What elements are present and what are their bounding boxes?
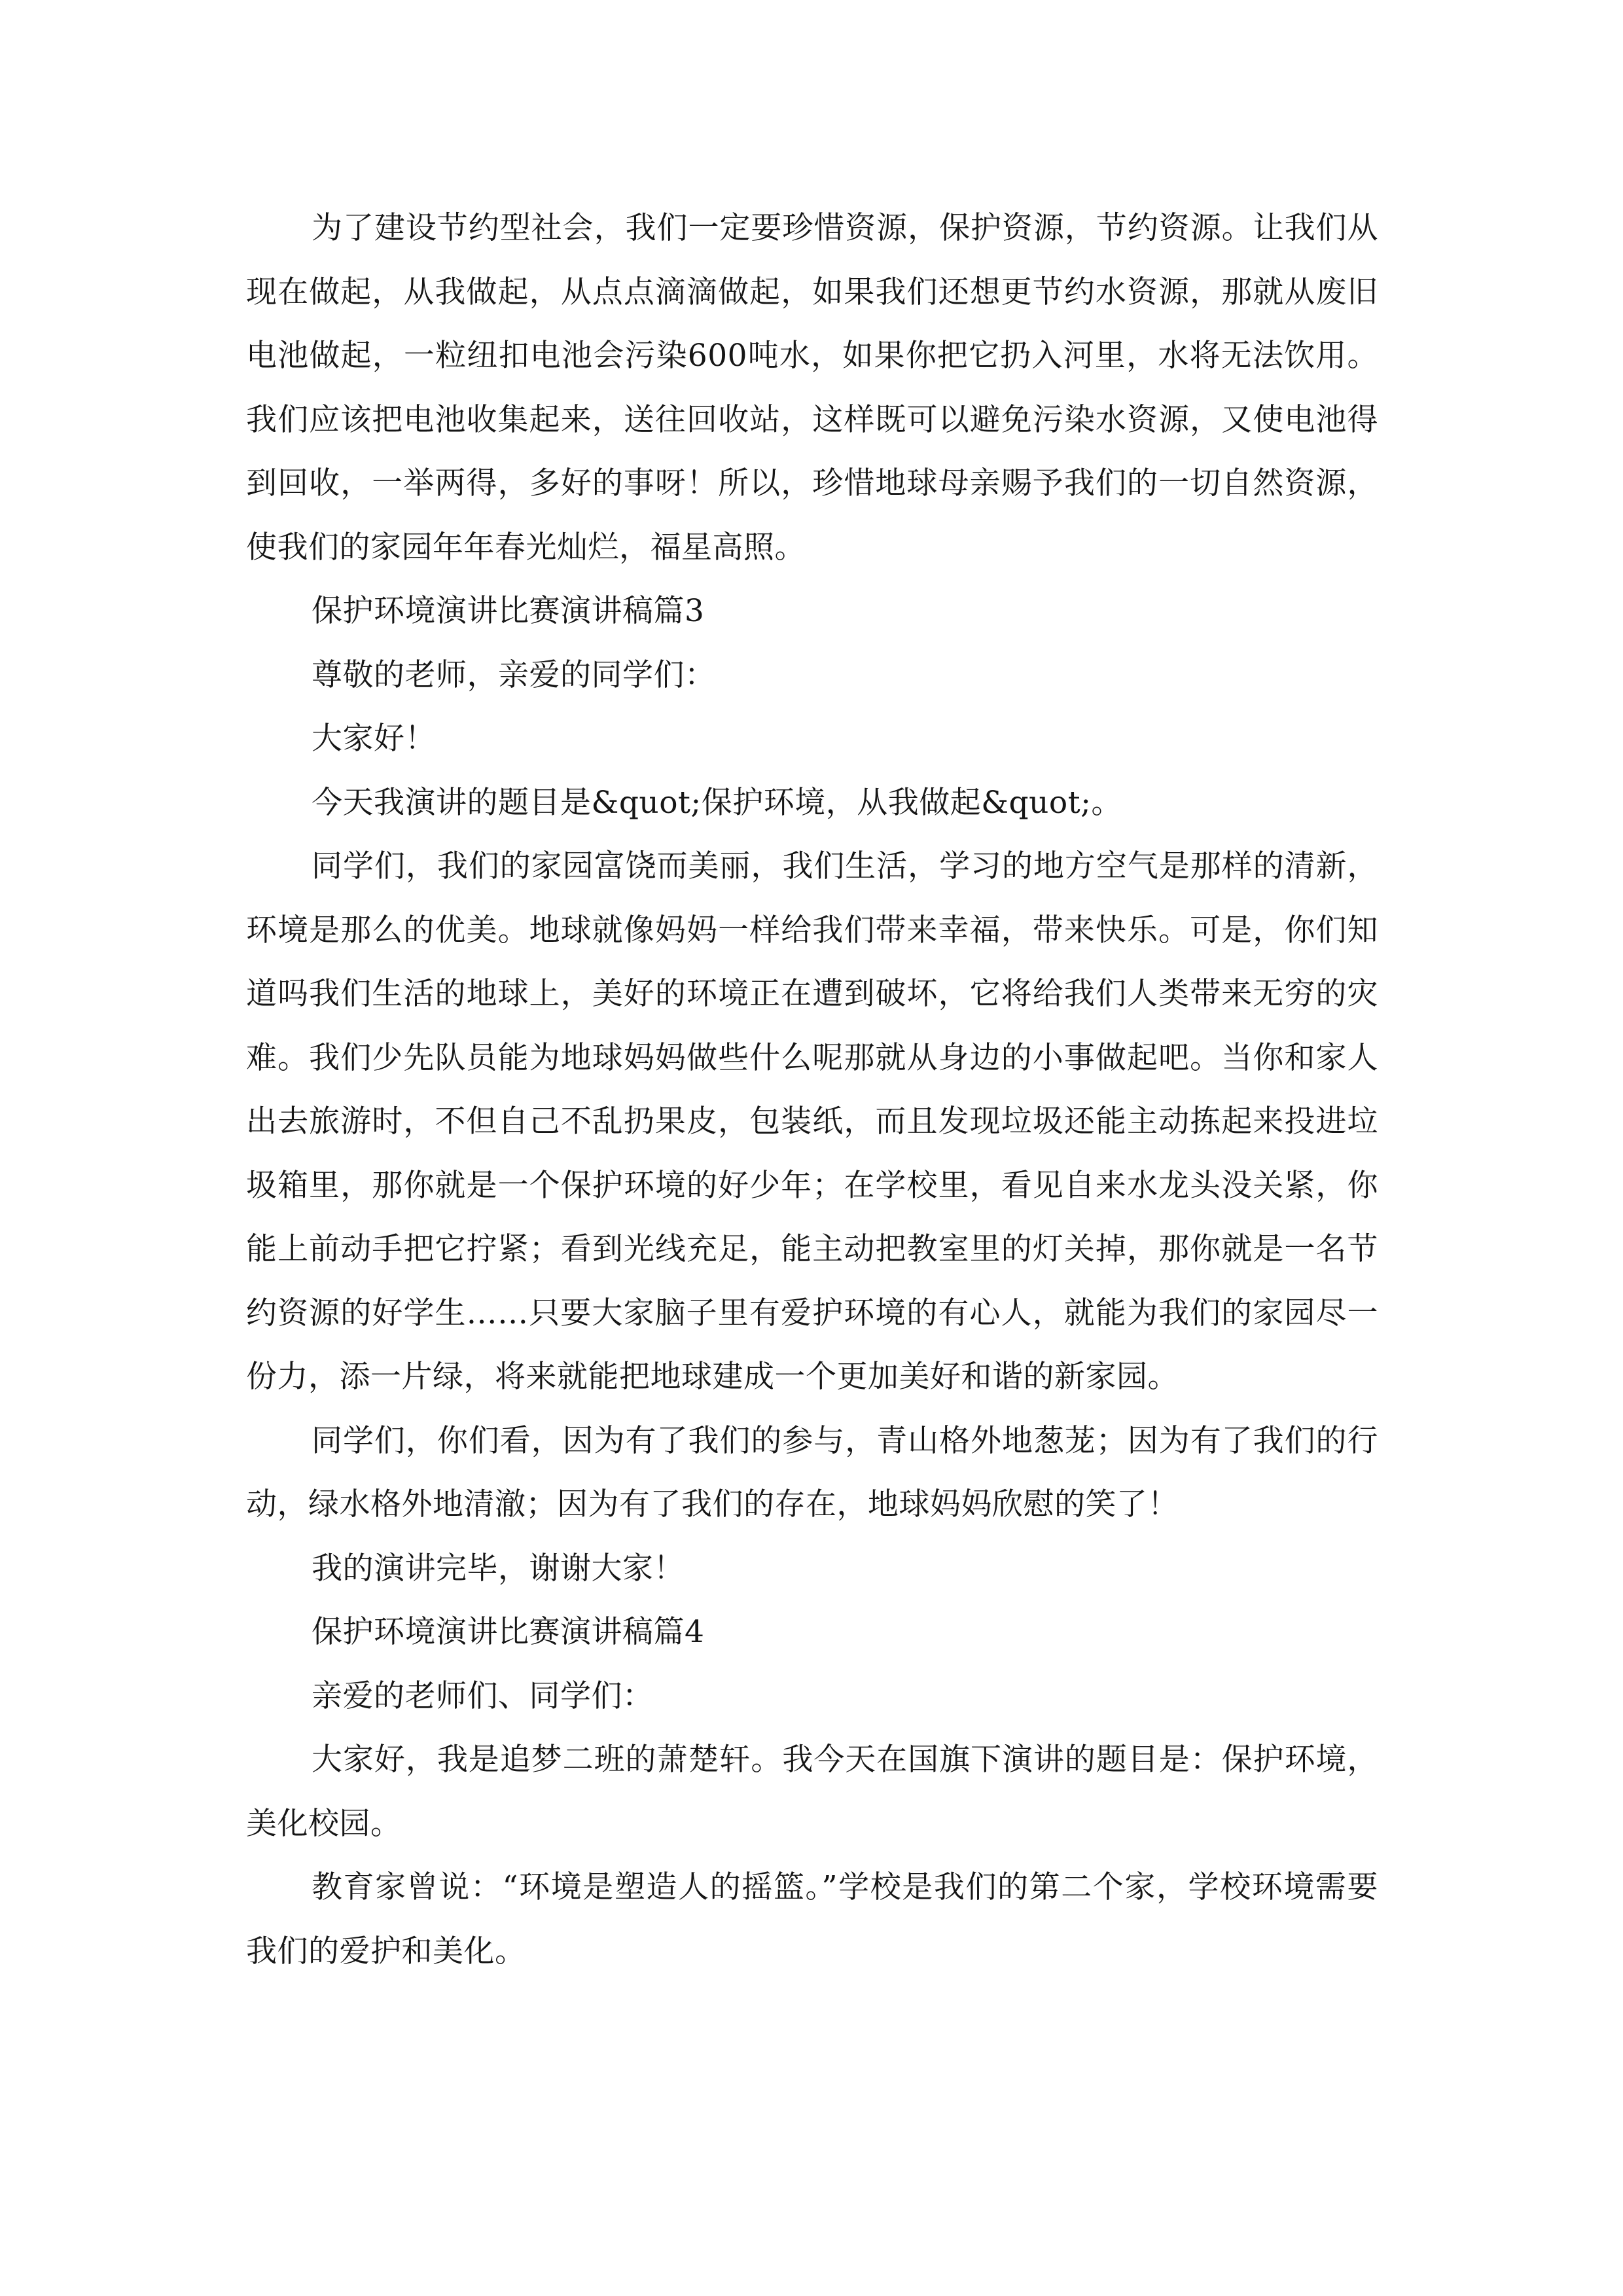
closing-thanks: 我的演讲完毕，谢谢大家！: [312, 1550, 685, 1587]
document-body: [246, 196, 1378, 1983]
paragraph-educator-quote: 教育家曾说：“环境是塑造人的摇篮。”学校是我们的第二个家，学校环境需要我们的爱护和美化。: [246, 1869, 1378, 1969]
section-heading-4: 保护环境演讲比赛演讲稿篇4: [312, 1614, 705, 1650]
greeting-introduction: 大家好，我是追梦二班的萧楚轩。我今天在国旗下演讲的题目是：保护环境，美化校园。: [246, 1742, 1378, 1842]
salutation-dear-teachers: 亲爱的老师们、同学们：: [312, 1677, 654, 1714]
paragraph-environment-body: 同学们，我们的家园富饶而美丽，我们生活，学习的地方空气是那样的清新，环境是那么的优美。地球就像妈妈一样给我们带来幸福，带来快乐。可是，你们知道吗我们生活的地球上，美好的环境正在遭到破坏，它将给我们人类带来无穷的灾难。我们少先队员能为地球妈妈做些什么呢那就从身边的小事做起吧。当你和家人出去旅游时，不但自己不乱扔果皮，包装纸，而且发现垃圾还能主动拣起来投进垃圾箱里，那你就是一个保护环境的好少年；在学校里，看见自来水龙头没关紧，你能上前动手把它拧紧；看到光线充足，能主动把教室里的灯关掉，那你就是一名节约资源的好学生……只要大家脑子里有爱护环境的有心人，就能为我们的家园尽一份力，添一片绿，将来就能把地球建成一个更加美好和谐的新家园。: [246, 848, 1378, 1395]
paragraph-participation: 同学们，你们看，因为有了我们的参与，青山格外地葱茏；因为有了我们的行动，绿水格外地清澈；因为有了我们的存在，地球妈妈欣慰的笑了！: [246, 1422, 1378, 1522]
salutation-teachers-students: 尊敬的老师，亲爱的同学们：: [312, 656, 716, 693]
greeting-hello: 大家好！: [312, 721, 436, 757]
speech-topic: 今天我演讲的题目是&quot;保护环境，从我做起&quot;。: [312, 784, 1122, 821]
paragraph-resource-conservation: 为了建设节约型社会，我们一定要珍惜资源，保护资源，节约资源。让我们从现在做起，从我做起，从点点滴滴做起，如果我们还想更节约水资源，那就从废旧电池做起，一粒纽扣电池会污染600吨水，如果你把它扔入河里，水将无法饮用。我们应该把电池收集起来，送往回收站，这样既可以避免污染水资源，又使电池得到回收，一举两得，多好的事呀！所以，珍惜地球母亲赐予我们的一切自然资源，使我们的家园年年春光灿烂，福星高照。: [246, 210, 1378, 565]
section-heading-3: 保护环境演讲比赛演讲稿篇3: [312, 593, 705, 629]
